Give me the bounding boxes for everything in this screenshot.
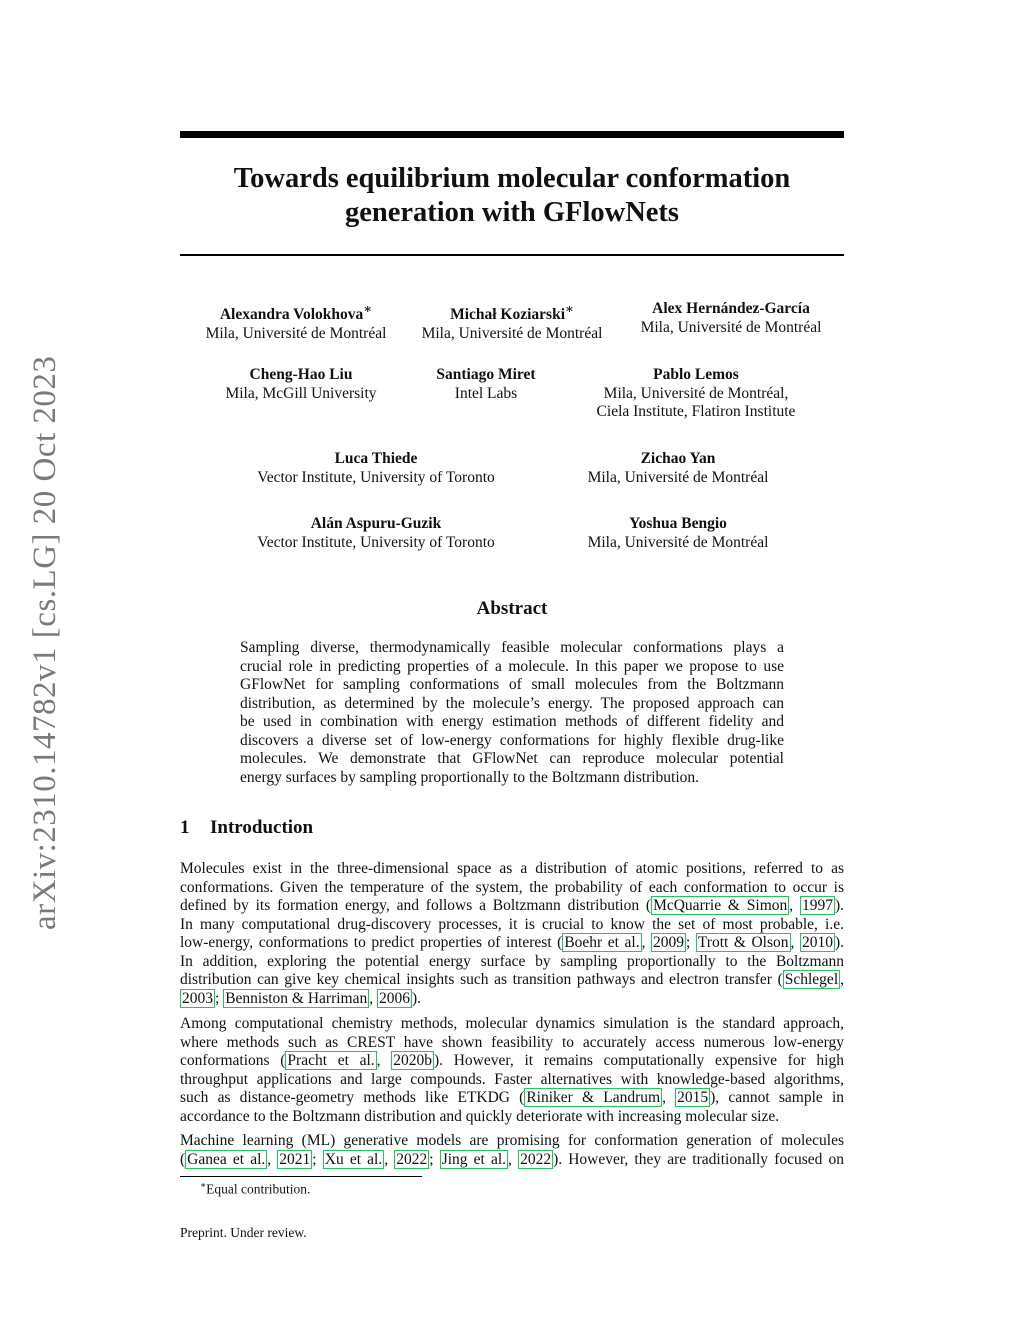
text-line: Machine learning (ML) generative models are promising for conformation generation of molecules (180, 1132, 844, 1149)
paper-title (180, 162, 844, 230)
author-name: Michał Koziarski (450, 306, 566, 324)
author-name: Luca Thiede (334, 450, 418, 467)
citation-link[interactable]: Schlegel (784, 971, 839, 988)
text-line: Molecules exist in the three-dimensional space as a distribution of atomic positions, referred to as (180, 860, 844, 877)
abstract-line: molecules. We demonstrate that GFlowNet can reproduce molecular potential (240, 750, 784, 767)
text-line: Among computational chemistry methods, molecular dynamics simulation is the standard approach, (180, 1015, 844, 1032)
author-mark: ∗ (363, 301, 373, 316)
citation-link[interactable]: 2006 (379, 989, 410, 1007)
text-line: 2003 ; Benniston & Harriman , 2006 ). (182, 989, 422, 1007)
text-line: throughput applications and large compounds. Faster alternatives with knowledge-based algorithms, (180, 1070, 844, 1088)
text-line: distribution can give key chemical insights such as transition pathways and electron transfer ( Schlegel , (180, 971, 844, 988)
author-affiliation: Vector Institute, University of Toronto (257, 533, 495, 551)
author-affiliation: Mila, Université de Montréal, (603, 384, 789, 402)
author-affiliation: Vector Institute, University of Toronto (257, 468, 495, 486)
author-affiliation: Intel Labs (454, 384, 518, 402)
title-bottom-rule (180, 254, 844, 256)
citation-link[interactable]: Pracht et al. (287, 1052, 375, 1069)
author-affiliation: Mila, Université de Montréal (587, 533, 769, 551)
author-name: Alán Aspuru-Guzik (310, 515, 442, 532)
text-line: such as distance-geometry methods like ETKDG ( Riniker & Landrum , 2015 ), cannot sample in (180, 1089, 844, 1106)
author-affiliation: Mila, Université de Montréal (640, 318, 822, 336)
author-name: Yoshua Bengio (629, 515, 727, 532)
footnote-mark: ∗ (200, 1180, 207, 1190)
author-name: Pablo Lemos (653, 366, 739, 383)
abstract-line: distribution, as determined by the molecule’s energy. The proposed approach can (240, 694, 784, 712)
arxiv-identifier: arXiv:2310.14782v1 [cs.LG] 20 Oct 2023 (27, 355, 63, 930)
author-affiliation: Mila, Université de Montréal (421, 324, 603, 342)
citation-link[interactable]: 2010 (801, 934, 833, 951)
citation-link[interactable]: Riniker & Landrum (526, 1089, 661, 1106)
citation-link[interactable]: McQuarrie & Simon (653, 897, 788, 914)
citation-link[interactable]: 2022 (396, 1150, 428, 1168)
text-line: conformations ( Pracht et al. , 2020b ). However, it remains computationally expensive for high (180, 1052, 844, 1069)
preprint-notice: Preprint. Under review. (180, 1225, 307, 1240)
author-name: Santiago Miret (436, 366, 536, 383)
author-block (621, 300, 841, 337)
abstract-heading: Abstract (476, 598, 548, 619)
text-line: ( Ganea et al. , 2021 ; Xu et al. , 2022 ; Jing et al. , 2022 ). However, they are traditionally focused on (180, 1150, 845, 1168)
author-affiliation: Mila, McGill University (225, 384, 377, 402)
title-line-2: generation with GFlowNets (344, 197, 680, 228)
citation-link[interactable]: 2022 (520, 1150, 552, 1168)
abstract-line: crucial role in predicting properties of a molecule. In this paper we propose to use (240, 657, 784, 675)
author-block (576, 366, 816, 422)
citation-link[interactable]: Boehr et al. (564, 934, 640, 951)
author-block (402, 300, 622, 343)
paragraph-intro-1 (180, 860, 844, 1008)
author-block (186, 300, 406, 343)
paragraph-intro-3 (180, 1132, 844, 1169)
citation-link[interactable]: 1997 (801, 897, 833, 914)
citation-link[interactable]: 2020b (393, 1052, 432, 1069)
text-line: defined by its formation energy, and follows a Boltzmann distribution ( McQuarrie & Simon , 1997 ). (180, 897, 844, 914)
author-affiliation: Mila, Université de Montréal (205, 324, 387, 342)
abstract-line: be used in combination with energy estimation methods of different fidelity and (240, 713, 784, 730)
abstract-line: discovers a diverse set of low-energy conformations for highly flexible drug-like (240, 731, 784, 749)
citation-link[interactable]: 2015 (677, 1089, 709, 1106)
title-top-rule (180, 131, 844, 138)
author-mark: ∗ (565, 301, 574, 316)
citation-link[interactable]: 2021 (279, 1150, 311, 1168)
abstract-line: energy surfaces by sampling proportionally to the Boltzmann distribution. (240, 768, 700, 786)
author-block (568, 515, 788, 552)
citation-link[interactable]: Benniston & Harriman (225, 989, 368, 1007)
author-block (568, 450, 788, 487)
text-line: conformations. Given the temperature of the system, the probability of each conformation to occur is (180, 878, 844, 896)
author-name: Zichao Yan (640, 450, 716, 467)
citation-link[interactable]: 2009 (653, 934, 685, 951)
author-name: Cheng-Hao Liu (249, 366, 353, 383)
footnote-text: Equal contribution. (206, 1181, 311, 1197)
footnote (200, 1180, 310, 1198)
citation-link[interactable]: 2003 (182, 989, 213, 1007)
text-line: where methods such as CREST have shown feasibility to accurately access numerous low-energy (180, 1033, 844, 1051)
footnote-rule (180, 1176, 422, 1177)
citation-link[interactable]: Xu et al. (324, 1150, 383, 1168)
section-heading (180, 817, 313, 839)
title-line-1: Towards equilibrium molecular conformation (233, 163, 791, 194)
author-block (236, 515, 516, 552)
text-line: In addition, exploring the potential energy surface by sampling proportionally to the Boltzmann (180, 952, 844, 970)
section-number: 1 (180, 817, 190, 838)
author-block (201, 366, 401, 403)
section-title: Introduction (210, 817, 314, 838)
author-name: Alexandra Volokhova (219, 306, 364, 324)
abstract-line: Sampling diverse, thermodynamically feasible molecular conformations plays a (240, 639, 784, 656)
author-block (406, 366, 566, 403)
author-name: Alex Hernández-García (652, 300, 810, 317)
citation-link[interactable]: Ganea et al. (187, 1150, 266, 1168)
text-line: accordance to the Boltzmann distribution and quickly deteriorate with increasing molecular size. (180, 1107, 780, 1125)
author-affiliation: Mila, Université de Montréal (587, 468, 769, 486)
text-line: low-energy, conformations to predict properties of interest ( Boehr et al. , 2009 ; Trott & Olson , 2010 ). (180, 934, 845, 951)
author-affiliation: Ciela Institute, Flatiron Institute (596, 403, 796, 420)
text-line: In many computational drug-discovery processes, it is crucial to know the set of most probable, i.e. (180, 915, 844, 933)
citation-link[interactable]: Trott & Olson (697, 934, 789, 951)
abstract-line: GFlowNet for sampling conformations of small molecules from the Boltzmann (240, 676, 784, 693)
abstract-body (240, 639, 784, 787)
author-block (236, 450, 516, 487)
paragraph-intro-2 (180, 1015, 844, 1126)
citation-link[interactable]: Jing et al. (441, 1150, 507, 1168)
